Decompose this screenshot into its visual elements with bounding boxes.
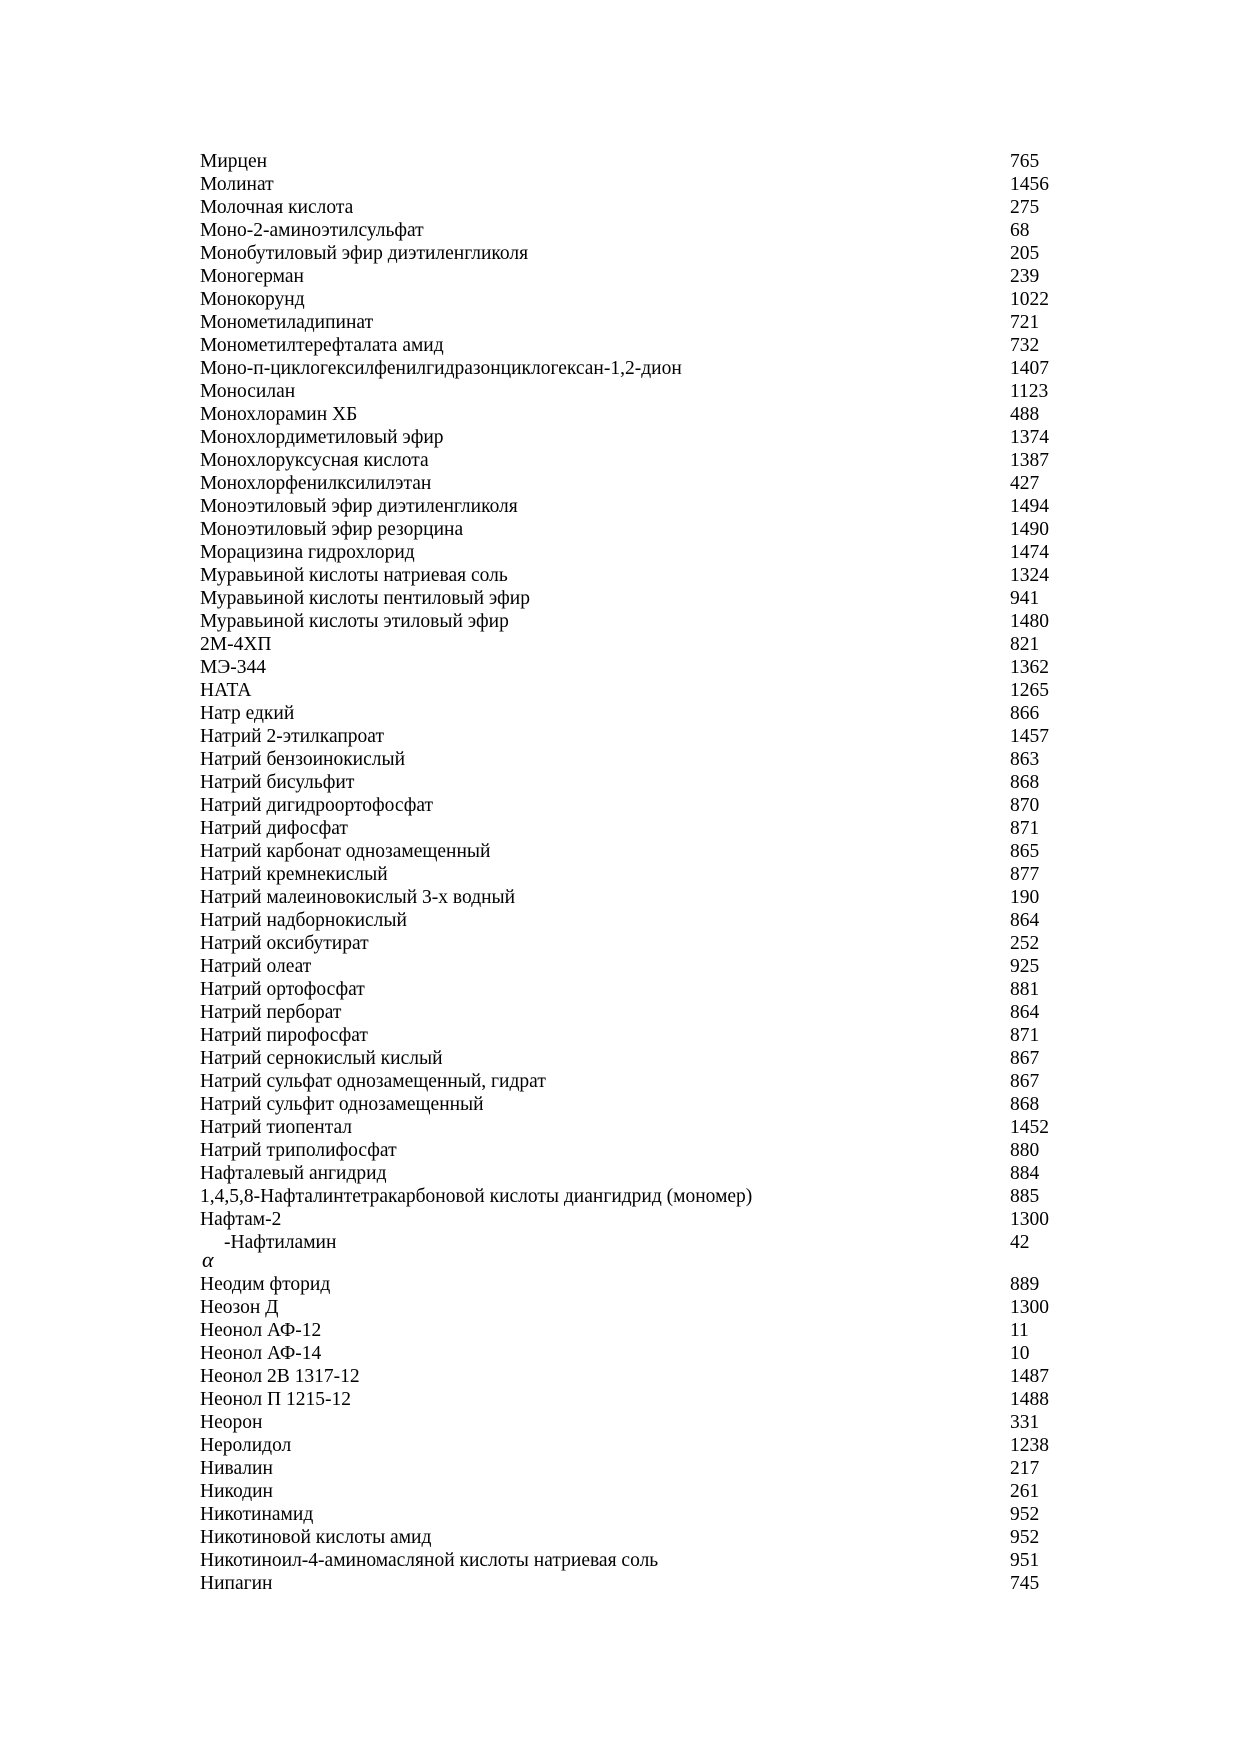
entry-page-number: 1265 bbox=[1010, 680, 1049, 701]
entry-name: Монохлоруксусная кислота bbox=[200, 450, 429, 471]
entry-page-number: 190 bbox=[1010, 887, 1040, 908]
entry-name: Муравьиной кислоты пентиловый эфир bbox=[200, 588, 530, 609]
entry-page-number: 275 bbox=[1010, 197, 1040, 218]
index-entry bbox=[200, 541, 1080, 564]
entry-name: Натрий оксибутират bbox=[200, 933, 369, 954]
entry-page-number: 1452 bbox=[1010, 1117, 1049, 1138]
entry-name: Натрий ортофосфат bbox=[200, 979, 365, 1000]
entry-page-number: 1374 bbox=[1010, 427, 1049, 448]
index-entry bbox=[200, 794, 1080, 817]
entry-name: Натрий сульфит однозамещенный bbox=[200, 1094, 484, 1115]
index-entry bbox=[200, 656, 1080, 679]
entry-name: Монохлорамин ХБ bbox=[200, 404, 358, 425]
entry-name: Муравьиной кислоты натриевая соль bbox=[200, 565, 508, 586]
entry-page-number: 1494 bbox=[1010, 496, 1049, 517]
entry-name: Натрий триполифосфат bbox=[200, 1140, 397, 1161]
entry-name: Монохлорфенилксилилэтан bbox=[200, 473, 432, 494]
entry-page-number: 1457 bbox=[1010, 726, 1049, 747]
entry-name: Неролидол bbox=[200, 1435, 292, 1456]
index-entry bbox=[200, 1139, 1080, 1162]
entry-name: Натрий бензоинокислый bbox=[200, 749, 406, 770]
entry-page-number: 864 bbox=[1010, 1002, 1040, 1023]
index-entry bbox=[200, 587, 1080, 610]
entry-page-number: 880 bbox=[1010, 1140, 1040, 1161]
entry-name: Моно-2-аминоэтилсульфат bbox=[200, 220, 424, 241]
entry-page-number: 889 bbox=[1010, 1274, 1040, 1295]
index-entry bbox=[200, 403, 1080, 426]
index-entry bbox=[200, 1503, 1080, 1526]
index-entry bbox=[200, 1480, 1080, 1503]
entry-name: Натрий бисульфит bbox=[200, 772, 355, 793]
entry-page-number: 952 bbox=[1010, 1504, 1040, 1525]
entry-page-number: 1456 bbox=[1010, 174, 1049, 195]
entry-name: Никодин bbox=[200, 1481, 273, 1502]
entry-page-number: 871 bbox=[1010, 1025, 1040, 1046]
index-entry bbox=[200, 1365, 1080, 1388]
entry-name: Неодим фторид bbox=[200, 1274, 331, 1295]
index-entry bbox=[200, 449, 1080, 472]
entry-name: Натр едкий bbox=[200, 703, 295, 724]
entry-name: Натрий олеат bbox=[200, 956, 312, 977]
alpha-symbol: α bbox=[202, 1247, 214, 1272]
index-entry bbox=[200, 380, 1080, 403]
entry-page-number: 863 bbox=[1010, 749, 1040, 770]
entry-page-number: 1123 bbox=[1010, 381, 1049, 402]
entry-name: Натрий тиопентал bbox=[200, 1117, 353, 1138]
entry-name: Моногерман bbox=[200, 266, 304, 287]
index-entry bbox=[200, 748, 1080, 771]
entry-page-number: 867 bbox=[1010, 1048, 1040, 1069]
substance-index-list bbox=[200, 150, 1080, 1595]
index-entry bbox=[200, 242, 1080, 265]
index-entry bbox=[200, 863, 1080, 886]
index-entry bbox=[200, 1549, 1080, 1572]
index-entry bbox=[200, 311, 1080, 334]
entry-name: Моноэтиловый эфир резорцина bbox=[200, 519, 464, 540]
entry-name: Неонол АФ-14 bbox=[200, 1343, 322, 1364]
entry-name: Натрий 2-этилкапроат bbox=[200, 726, 384, 747]
entry-name: Натрий дигидроортофосфат bbox=[200, 795, 434, 816]
entry-page-number: 867 bbox=[1010, 1071, 1040, 1092]
entry-name: Молочная кислота bbox=[200, 197, 354, 218]
entry-name: Неонол АФ-12 bbox=[200, 1320, 322, 1341]
entry-page-number: 732 bbox=[1010, 335, 1040, 356]
entry-name: Натрий надборнокислый bbox=[200, 910, 407, 931]
index-entry bbox=[200, 610, 1080, 633]
entry-page-number: 721 bbox=[1010, 312, 1040, 333]
entry-page-number: 868 bbox=[1010, 1094, 1040, 1115]
index-entry bbox=[200, 633, 1080, 656]
entry-name: Неонол П 1215-12 bbox=[200, 1389, 351, 1410]
entry-page-number: 205 bbox=[1010, 243, 1040, 264]
index-entry bbox=[200, 679, 1080, 702]
entry-page-number: 1300 bbox=[1010, 1209, 1049, 1230]
index-entry bbox=[200, 1457, 1080, 1480]
entry-page-number: 951 bbox=[1010, 1550, 1040, 1571]
index-entry bbox=[200, 1342, 1080, 1365]
index-entry bbox=[200, 725, 1080, 748]
entry-page-number: 1407 bbox=[1010, 358, 1049, 379]
index-entry bbox=[200, 1231, 1080, 1273]
entry-name: Морацизина гидрохлорид bbox=[200, 542, 415, 563]
index-entry bbox=[200, 1001, 1080, 1024]
index-entry bbox=[200, 771, 1080, 794]
entry-page-number: 1300 bbox=[1010, 1297, 1049, 1318]
entry-page-number: 877 bbox=[1010, 864, 1040, 885]
entry-name: Муравьиной кислоты этиловый эфир bbox=[200, 611, 509, 632]
index-entry bbox=[200, 334, 1080, 357]
entry-page-number: 42 bbox=[1010, 1232, 1030, 1253]
index-entry bbox=[200, 1093, 1080, 1116]
index-entry bbox=[200, 840, 1080, 863]
index-entry bbox=[200, 426, 1080, 449]
entry-page-number: 870 bbox=[1010, 795, 1040, 816]
entry-page-number: 864 bbox=[1010, 910, 1040, 931]
index-entry bbox=[200, 886, 1080, 909]
entry-page-number: 866 bbox=[1010, 703, 1040, 724]
entry-name: Моноэтиловый эфир диэтиленгликоля bbox=[200, 496, 518, 517]
index-entry bbox=[200, 288, 1080, 311]
index-entry bbox=[200, 702, 1080, 725]
index-entry bbox=[200, 817, 1080, 840]
entry-page-number: 427 bbox=[1010, 473, 1040, 494]
entry-name: Монохлордиметиловый эфир bbox=[200, 427, 444, 448]
entry-page-number: 252 bbox=[1010, 933, 1040, 954]
index-entry bbox=[200, 1319, 1080, 1342]
entry-name: Неонол 2В 1317-12 bbox=[200, 1366, 360, 1387]
entry-page-number: 881 bbox=[1010, 979, 1040, 1000]
entry-page-number: 217 bbox=[1010, 1458, 1040, 1479]
entry-page-number: 1490 bbox=[1010, 519, 1049, 540]
entry-name: Натрий перборат bbox=[200, 1002, 342, 1023]
entry-name: МЭ-344 bbox=[200, 657, 266, 678]
entry-page-number: 745 bbox=[1010, 1573, 1040, 1594]
index-entry bbox=[200, 1047, 1080, 1070]
index-entry bbox=[200, 1273, 1080, 1296]
entry-page-number: 871 bbox=[1010, 818, 1040, 839]
entry-name: 2М-4ХП bbox=[200, 634, 272, 655]
index-entry bbox=[200, 472, 1080, 495]
index-entry bbox=[200, 1162, 1080, 1185]
index-entry bbox=[200, 564, 1080, 587]
entry-page-number: 1488 bbox=[1010, 1389, 1049, 1410]
entry-page-number: 952 bbox=[1010, 1527, 1040, 1548]
entry-name: Натрий карбонат однозамещенный bbox=[200, 841, 491, 862]
entry-page-number: 941 bbox=[1010, 588, 1040, 609]
index-entry bbox=[200, 1024, 1080, 1047]
entry-page-number: 1324 bbox=[1010, 565, 1049, 586]
entry-name: Натрий дифосфат bbox=[200, 818, 348, 839]
index-entry bbox=[200, 909, 1080, 932]
index-entry bbox=[200, 978, 1080, 1001]
entry-page-number: 1474 bbox=[1010, 542, 1049, 563]
index-entry bbox=[200, 1411, 1080, 1434]
index-entry bbox=[200, 1116, 1080, 1139]
index-entry bbox=[200, 265, 1080, 288]
index-entry bbox=[200, 357, 1080, 380]
entry-page-number: 68 bbox=[1010, 220, 1030, 241]
entry-page-number: 925 bbox=[1010, 956, 1040, 977]
entry-page-number: 10 bbox=[1010, 1343, 1030, 1364]
index-entry bbox=[200, 1296, 1080, 1319]
index-entry bbox=[200, 1070, 1080, 1093]
entry-name: Неорон bbox=[200, 1412, 263, 1433]
index-entry bbox=[200, 495, 1080, 518]
index-entry bbox=[200, 518, 1080, 541]
entry-name: 1,4,5,8-Нафталинтетракарбоновой кислоты диангидрид (мономер) bbox=[200, 1186, 753, 1207]
entry-name: Натрий пирофосфат bbox=[200, 1025, 368, 1046]
entry-name: -Нафтиламин bbox=[224, 1232, 337, 1253]
entry-name: Никотинамид bbox=[200, 1504, 314, 1525]
entry-name: Нафтам-2 bbox=[200, 1209, 282, 1230]
entry-page-number: 1487 bbox=[1010, 1366, 1049, 1387]
index-entry bbox=[200, 932, 1080, 955]
index-entry bbox=[200, 1185, 1080, 1208]
entry-name: Моносилан bbox=[200, 381, 296, 402]
index-entry bbox=[200, 219, 1080, 242]
entry-name: Нипагин bbox=[200, 1573, 273, 1594]
index-entry bbox=[200, 150, 1080, 173]
index-entry bbox=[200, 1572, 1080, 1595]
entry-name: Натрий сернокислый кислый bbox=[200, 1048, 443, 1069]
entry-name: Неозон Д bbox=[200, 1297, 279, 1318]
entry-page-number: 868 bbox=[1010, 772, 1040, 793]
entry-name: Монометилтерефталата амид bbox=[200, 335, 444, 356]
index-entry bbox=[200, 196, 1080, 219]
entry-name: Нафталевый ангидрид bbox=[200, 1163, 387, 1184]
entry-name: Моно-п-циклогексилфенилгидразонциклогексан-1,2-дион bbox=[200, 358, 682, 379]
entry-page-number: 488 bbox=[1010, 404, 1040, 425]
entry-page-number: 865 bbox=[1010, 841, 1040, 862]
entry-page-number: 885 bbox=[1010, 1186, 1040, 1207]
entry-name: Натрий сульфат однозамещенный, гидрат bbox=[200, 1071, 546, 1092]
entry-name: Монобутиловый эфир диэтиленгликоля bbox=[200, 243, 529, 264]
entry-name: Мирцен bbox=[200, 151, 268, 172]
entry-page-number: 1022 bbox=[1010, 289, 1049, 310]
entry-page-number: 11 bbox=[1010, 1320, 1029, 1341]
entry-page-number: 821 bbox=[1010, 634, 1040, 655]
entry-page-number: 1362 bbox=[1010, 657, 1049, 678]
entry-page-number: 239 bbox=[1010, 266, 1040, 287]
entry-name: Никотиноил-4-аминомасляной кислоты натриевая соль bbox=[200, 1550, 659, 1571]
entry-name: Монокорунд bbox=[200, 289, 305, 310]
entry-name: Никотиновой кислоты амид bbox=[200, 1527, 432, 1548]
entry-name: Натрий малеиновокислый 3-х водный bbox=[200, 887, 516, 908]
entry-name: Натрий кремнекислый bbox=[200, 864, 388, 885]
index-entry bbox=[200, 1388, 1080, 1411]
index-entry bbox=[200, 1526, 1080, 1549]
entry-page-number: 765 bbox=[1010, 151, 1040, 172]
entry-page-number: 1480 bbox=[1010, 611, 1049, 632]
entry-name: Нивалин bbox=[200, 1458, 273, 1479]
entry-page-number: 884 bbox=[1010, 1163, 1040, 1184]
index-entry bbox=[200, 955, 1080, 978]
index-entry bbox=[200, 173, 1080, 196]
entry-page-number: 1387 bbox=[1010, 450, 1049, 471]
index-entry bbox=[200, 1208, 1080, 1231]
entry-page-number: 1238 bbox=[1010, 1435, 1049, 1456]
entry-name: Монометиладипинат bbox=[200, 312, 374, 333]
entry-page-number: 331 bbox=[1010, 1412, 1040, 1433]
entry-name: Молинат bbox=[200, 174, 274, 195]
index-entry bbox=[200, 1434, 1080, 1457]
entry-page-number: 261 bbox=[1010, 1481, 1040, 1502]
entry-name: НАТА bbox=[200, 680, 252, 701]
